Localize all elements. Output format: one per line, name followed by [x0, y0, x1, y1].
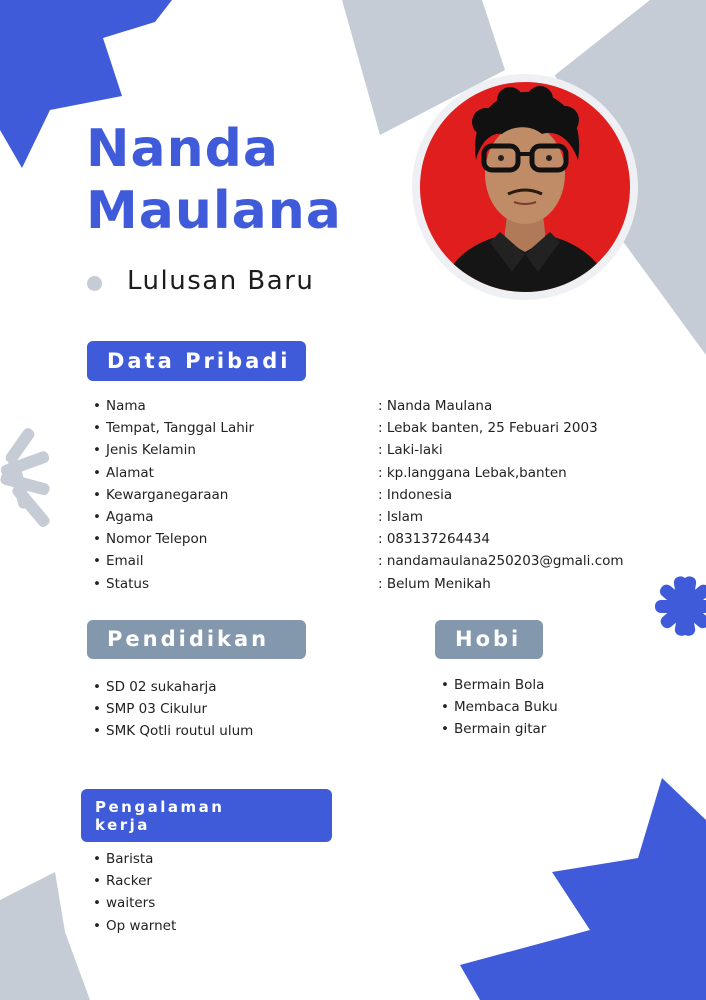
- education-list: [93, 676, 253, 743]
- bottom-right-blue-shape: [460, 778, 706, 1000]
- header-line: kerja: [95, 816, 150, 834]
- list-item: • waiters: [93, 892, 176, 914]
- data-value: : Islam: [378, 509, 424, 526]
- section-header-hobi: Hobi: [435, 620, 543, 659]
- first-name: Nanda: [86, 119, 279, 179]
- list-item: • SD 02 sukaharja: [93, 676, 253, 698]
- hobby-list: [441, 674, 558, 741]
- subtitle: Lulusan Baru: [127, 266, 315, 296]
- bottom-left-gray-shape: [0, 872, 90, 1000]
- data-value: : 083137264434: [378, 531, 490, 548]
- data-label: • Nomor Telepon: [93, 528, 254, 550]
- data-label: • Agama: [93, 506, 254, 528]
- data-value: : Nanda Maulana: [378, 398, 493, 414]
- work-experience-list: [93, 848, 176, 937]
- list-item: • Bermain gitar: [441, 718, 558, 740]
- asterisk-icon: [0, 426, 52, 529]
- section-header-pendidikan: Pendidikan: [87, 620, 306, 659]
- list-item: • SMK Qotli routul ulum: [93, 720, 253, 742]
- list-item: • Racker: [93, 870, 176, 892]
- list-item: • Barista: [93, 848, 176, 870]
- data-label: • Kewarganegaraan: [93, 484, 254, 506]
- last-name: Maulana: [86, 181, 342, 241]
- data-value: : Lebak banten, 25 Febuari 2003: [378, 420, 598, 437]
- data-value: : nandamaulana250203@gmali.com: [378, 553, 624, 570]
- list-item: • Membaca Buku: [441, 696, 558, 718]
- data-label: • Alamat: [93, 462, 254, 484]
- profile-photo: [420, 82, 630, 292]
- data-value: : Indonesia: [378, 486, 453, 503]
- data-value: : kp.langgana Lebak,banten: [378, 464, 567, 481]
- data-value: : Laki-laki: [378, 442, 443, 459]
- data-label: • Email: [93, 550, 254, 572]
- data-label: • Tempat, Tanggal Lahir: [93, 417, 254, 439]
- data-value: : Belum Menikah: [378, 575, 491, 592]
- list-item: • SMP 03 Cikulur: [93, 698, 253, 720]
- header-line: Pengalaman: [95, 798, 225, 816]
- person-name: [86, 118, 342, 242]
- personal-data-values: [378, 395, 624, 595]
- section-header-pengalaman-kerja: [81, 789, 332, 842]
- data-label: • Nama: [93, 395, 254, 417]
- list-item: • Bermain Bola: [441, 674, 558, 696]
- asterisk-icon: [655, 575, 706, 636]
- dot-icon: [87, 276, 102, 291]
- data-label: • Status: [93, 573, 254, 595]
- list-item: • Op warnet: [93, 915, 176, 937]
- section-header-data-pribadi: Data Pribadi: [87, 341, 306, 381]
- personal-data-labels: [93, 395, 254, 595]
- data-label: • Jenis Kelamin: [93, 439, 254, 461]
